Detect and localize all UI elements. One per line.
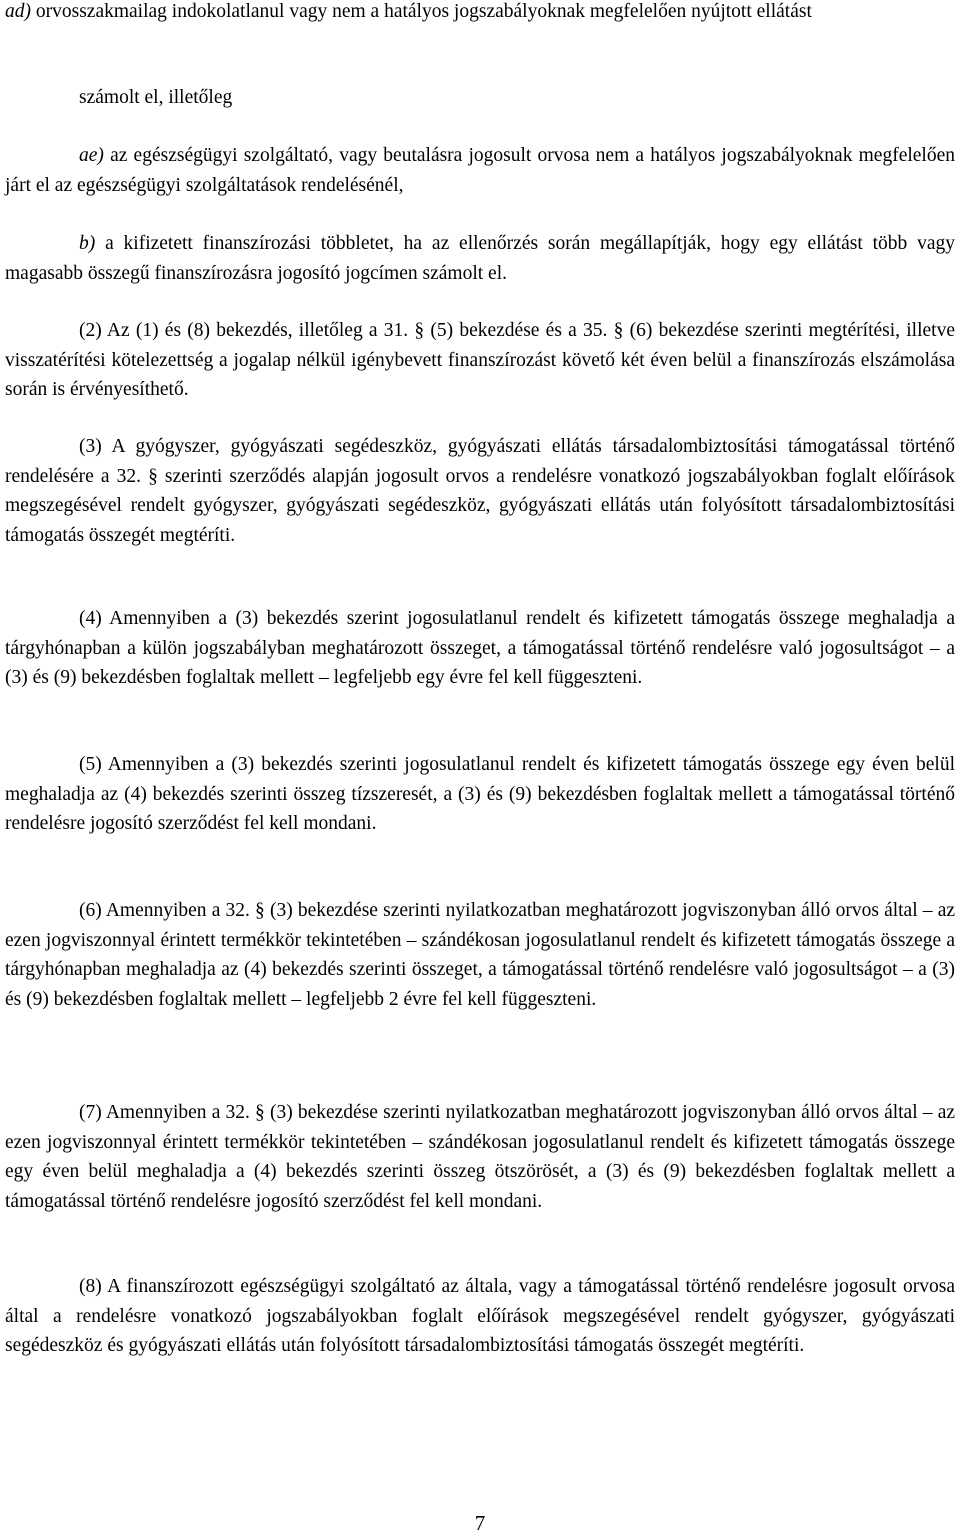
- paragraph-6: (6) Amennyiben a 32. § (3) bekezdése szerinti nyilatkozatban meghatározott jogviszonyban álló orvos által – az ezen jogviszonnyal érintett termékkör tekintetében – szándékosan jogosulatlanul rendelt és kifizetett támogatás összege a tárgyhónapban meghaladja az (4) bekezdés szerinti összeget, a támogatással történő rendelésre való jogosultságot – a (3) és (9) bekezdésben foglaltak mellett – legfeljebb 2 évre fel kell függeszteni.: [5, 900, 955, 1010]
- paragraph-8: (8) A finanszírozott egészségügyi szolgáltató az általa, vagy a támogatással történő rendelésre jogosult orvosa által a rendelésre vonatkozó jogszabályokban foglalt előírások megszegésével rendelt gyógyszer, gyógyászati segédeszköz és gyógyászati ellátás után folyósított társadalombiztosítási támogatás összegét megtéríti.: [5, 1276, 955, 1356]
- paragraph-4: (4) Amennyiben a (3) bekezdés szerint jogosulatlanul rendelt és kifizetett támogatás összege meghaladja a tárgyhónapban a külön jogszabályban meghatározott összeget, a támogatással történő rendelésre való jogosultságot – a (3) és (9) bekezdésben foglaltak mellett – legfeljebb egy évre fel kell függeszteni.: [5, 608, 955, 688]
- paragraph-7: (7) Amennyiben a 32. § (3) bekezdése szerinti nyilatkozatban meghatározott jogviszonyban álló orvos által – az ezen jogviszonnyal érintett termékkör tekintetében – szándékosan jogosulatlanul rendelt és kifizetett támogatás összege egy éven belül meghaladja a (4) bekezdés szerinti összeg ötszörösét, a (3) és (9) bekezdésben foglaltak mellett a támogatással történő rendelésre jogosító szerződést fel kell mondani.: [5, 1102, 955, 1212]
- szamolt-line: számolt el, illetőleg: [79, 87, 233, 108]
- item-ad-paragraph: [5, 0, 955, 27]
- paragraph-5: (5) Amennyiben a (3) bekezdés szerinti jogosulatlanul rendelt és kifizetett támogatás összege egy éven belül meghaladja az (4) bekezdés szerinti összeg tízszeresét, a (3) és (9) bekezdésben foglaltak mellett a támogatással történő rendelésre jogosító szerződést fel kell mondani.: [5, 754, 955, 834]
- item-ae-label: ae): [79, 145, 104, 166]
- item-ad-text: orvosszakmailag indokolatlanul vagy nem a hatályos jogszabályoknak megfelelően nyújtott ellátást: [31, 1, 812, 22]
- item-ae-paragraph: [5, 141, 955, 200]
- item-b-paragraph: [5, 229, 955, 288]
- paragraph-3: (3) A gyógyszer, gyógyászati segédeszköz, gyógyászati ellátás társadalombiztosítási támogatással történő rendelésére a 32. § szerinti szerződés alapján jogosult orvos a rendelésre vonatkozó jogszabályokban foglalt előírások megszegésével rendelt gyógyszer, gyógyászati segédeszköz, gyógyászati ellátás után folyósított társadalombiztosítási támogatás összegét megtéríti.: [5, 436, 955, 546]
- item-ad-label: ad): [5, 1, 31, 22]
- item-b-label: b): [79, 233, 96, 254]
- paragraph-2: (2) Az (1) és (8) bekezdés, illetőleg a 31. § (5) bekezdése és a 35. § (6) bekezdése szerinti megtérítési, illetve visszatérítési kötelezettség a jogalap nélkül igénybevett finanszírozást követő két éven belül a finanszírozás elszámolása során is érvényesíthető.: [5, 320, 955, 400]
- page-number: 7: [474, 1511, 486, 1535]
- item-ae-text: az egészségügyi szolgáltató, vagy beutalásra jogosult orvosa nem a hatályos jogszabályoknak megfelelően járt el az egészségügyi szolgáltatások rendelésénél,: [5, 145, 955, 196]
- item-b-text: a kifizetett finanszírozási többletet, ha az ellenőrzés során megállapítják, hogy egy ellátást több vagy magasabb összegű finanszírozásra jogosító jogcímen számolt el.: [5, 233, 955, 284]
